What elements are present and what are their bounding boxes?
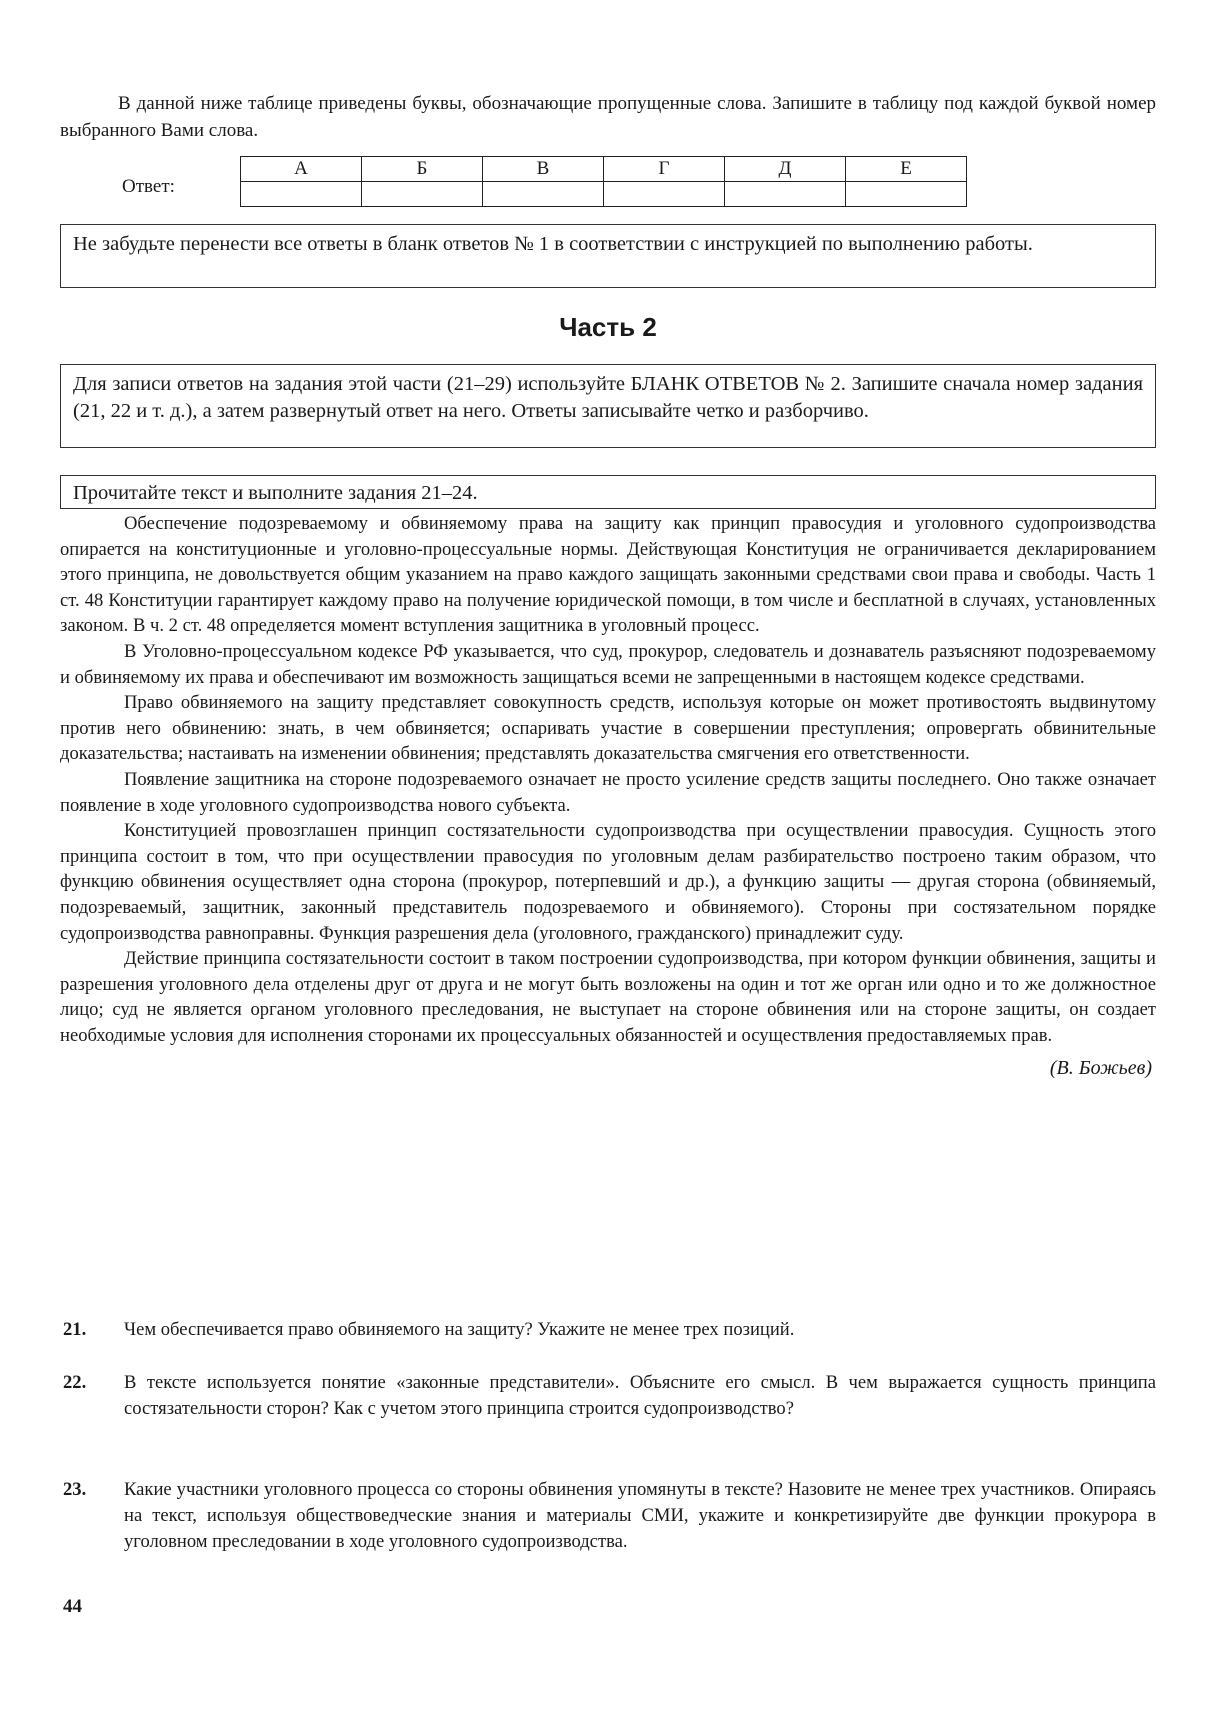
letter-d: Д	[725, 157, 846, 182]
answer-cell-v[interactable]	[483, 182, 604, 207]
letter-v: В	[483, 157, 604, 182]
answer-letters-row	[241, 157, 967, 182]
answer-cell-g[interactable]	[604, 182, 725, 207]
page-number: 44	[63, 1596, 82, 1617]
question-text: Какие участники уголовного процесса со стороны обвинения упомянуты в тексте? Назовите не менее трех участников. Опираясь на текст, используя обществоведческие знания и материалы СМИ, укажите и конкретизируйте две функции прокурора в уголовном преследовании в ходе уголовного судопроизводства.	[124, 1479, 1156, 1552]
paragraph: Появление защитника на стороне подозреваемого означает не просто усиление средств защиты последнего. Оно также означает появление в ходе уголовного судопроизводства нового субъекта.	[60, 768, 1156, 816]
answer-cell-a[interactable]	[241, 182, 362, 207]
letter-e: Е	[846, 157, 967, 182]
part-instructions-box: Для записи ответов на задания этой части (21–29) используйте БЛАНК ОТВЕТОВ № 2. Запишите сначала номер задания (21, 22 и т. д.), а затем развернутый ответ на него. Ответы записывайте четко и разборчиво.	[60, 364, 1156, 448]
question-number: 22.	[63, 1372, 87, 1393]
question-22	[60, 1370, 1156, 1422]
paragraph: Действие принципа состязательности состоит в таком построении судопроизводства, при котором функции обвинения, защиты и разрешения уголовного дела отделены друг от друга и не могут быть возложены на один и тот же орган или одно и то же должностное лицо; суд не является органом уголовного преследования, не выступает на стороне обвинения или на стороне защиты, он создает необходимые условия для исполнения сторонами их процессуальных обязанностей и осуществления предоставляемых прав.	[60, 948, 1156, 1046]
paragraph: Право обвиняемого на защиту представляет совокупность средств, используя которые он может противостоять выдвинутому против него обвинению: знать, в чем обвиняется; оспаривать участие в совершении преступления; опровергать обвинительные доказательства; настаивать на изменении обвинения; представлять доказательства смягчения его ответственности.	[60, 692, 1156, 765]
question-text: Чем обеспечивается право обвиняемого на защиту? Укажите не менее трех позиций.	[124, 1319, 795, 1340]
question-number: 21.	[63, 1319, 87, 1340]
intro-text: В данной ниже таблице приведены буквы, обозначающие пропущенные слова. Запишите в таблицу под каждой буквой номер выбранного Вами слова.	[60, 93, 1156, 141]
question-text: В тексте используется понятие «законные представители». Объясните его смысл. В чем выражается сущность принципа состязательности сторон? Как с учетом этого принципа строится судопроизводство?	[124, 1372, 1156, 1419]
reminder-box: Не забудьте перенести все ответы в бланк ответов № 1 в соответствии с инструкцией по выполнению работы.	[60, 224, 1156, 288]
paragraph: В Уголовно-процессуальном кодексе РФ указывается, что суд, прокурор, следователь и дознаватель разъясняют подозреваемому и обвиняемому их права и обеспечивают им возможность защищаться всеми не запрещенными в настоящем кодексе средствами.	[60, 640, 1156, 688]
letter-b: Б	[362, 157, 483, 182]
answer-cell-b[interactable]	[362, 182, 483, 207]
question-21	[60, 1317, 1156, 1343]
paragraph: Обеспечение подозреваемому и обвиняемому права на защиту как принцип правосудия и уголовного судопроизводства опирается на конституционные и уголовно-процессуальные нормы. Действующая Конституция не ограничивается декларированием этого принципа, не довольствуется общим указанием на право каждого защищать законными средствами свои права и свободы. Часть 1 ст. 48 Конституции гарантирует каждому право на получение юридической помощи, в том числе и бесплатной в случаях, установленных законом. В ч. 2 ст. 48 определяется момент вступления защитника в уголовный процесс.	[60, 513, 1156, 637]
author: (В. Божьев)	[1049, 1057, 1152, 1080]
answer-label: Ответ:	[122, 176, 175, 197]
letter-g: Г	[604, 157, 725, 182]
answer-cell-e[interactable]	[846, 182, 967, 207]
answer-cell-d[interactable]	[725, 182, 846, 207]
question-23	[60, 1477, 1156, 1555]
reading-text	[60, 511, 1156, 1082]
question-number: 23.	[63, 1479, 87, 1500]
letter-a: А	[241, 157, 362, 182]
read-instruction-box: Прочитайте текст и выполните задания 21–24.	[60, 475, 1156, 509]
answer-table	[240, 156, 967, 207]
paragraph: Конституцией провозглашен принцип состязательности судопроизводства при осуществлении правосудия. Сущность этого принципа состоит в том, что при осуществлении правосудия по уголовным делам разбирательство построено таким образом, что функцию обвинения осуществляет одна сторона (прокурор, потерпевший и др.), а функцию защиты — другая сторона (обвиняемый, подозреваемый, защитник, законный представитель подозреваемого и обвиняемого). Стороны при состязательном порядке судопроизводства равноправны. Функция разрешения дела (уголовного, гражданского) принадлежит суду.	[60, 820, 1156, 944]
part-title: Часть 2	[559, 312, 657, 342]
answer-values-row	[241, 182, 967, 207]
